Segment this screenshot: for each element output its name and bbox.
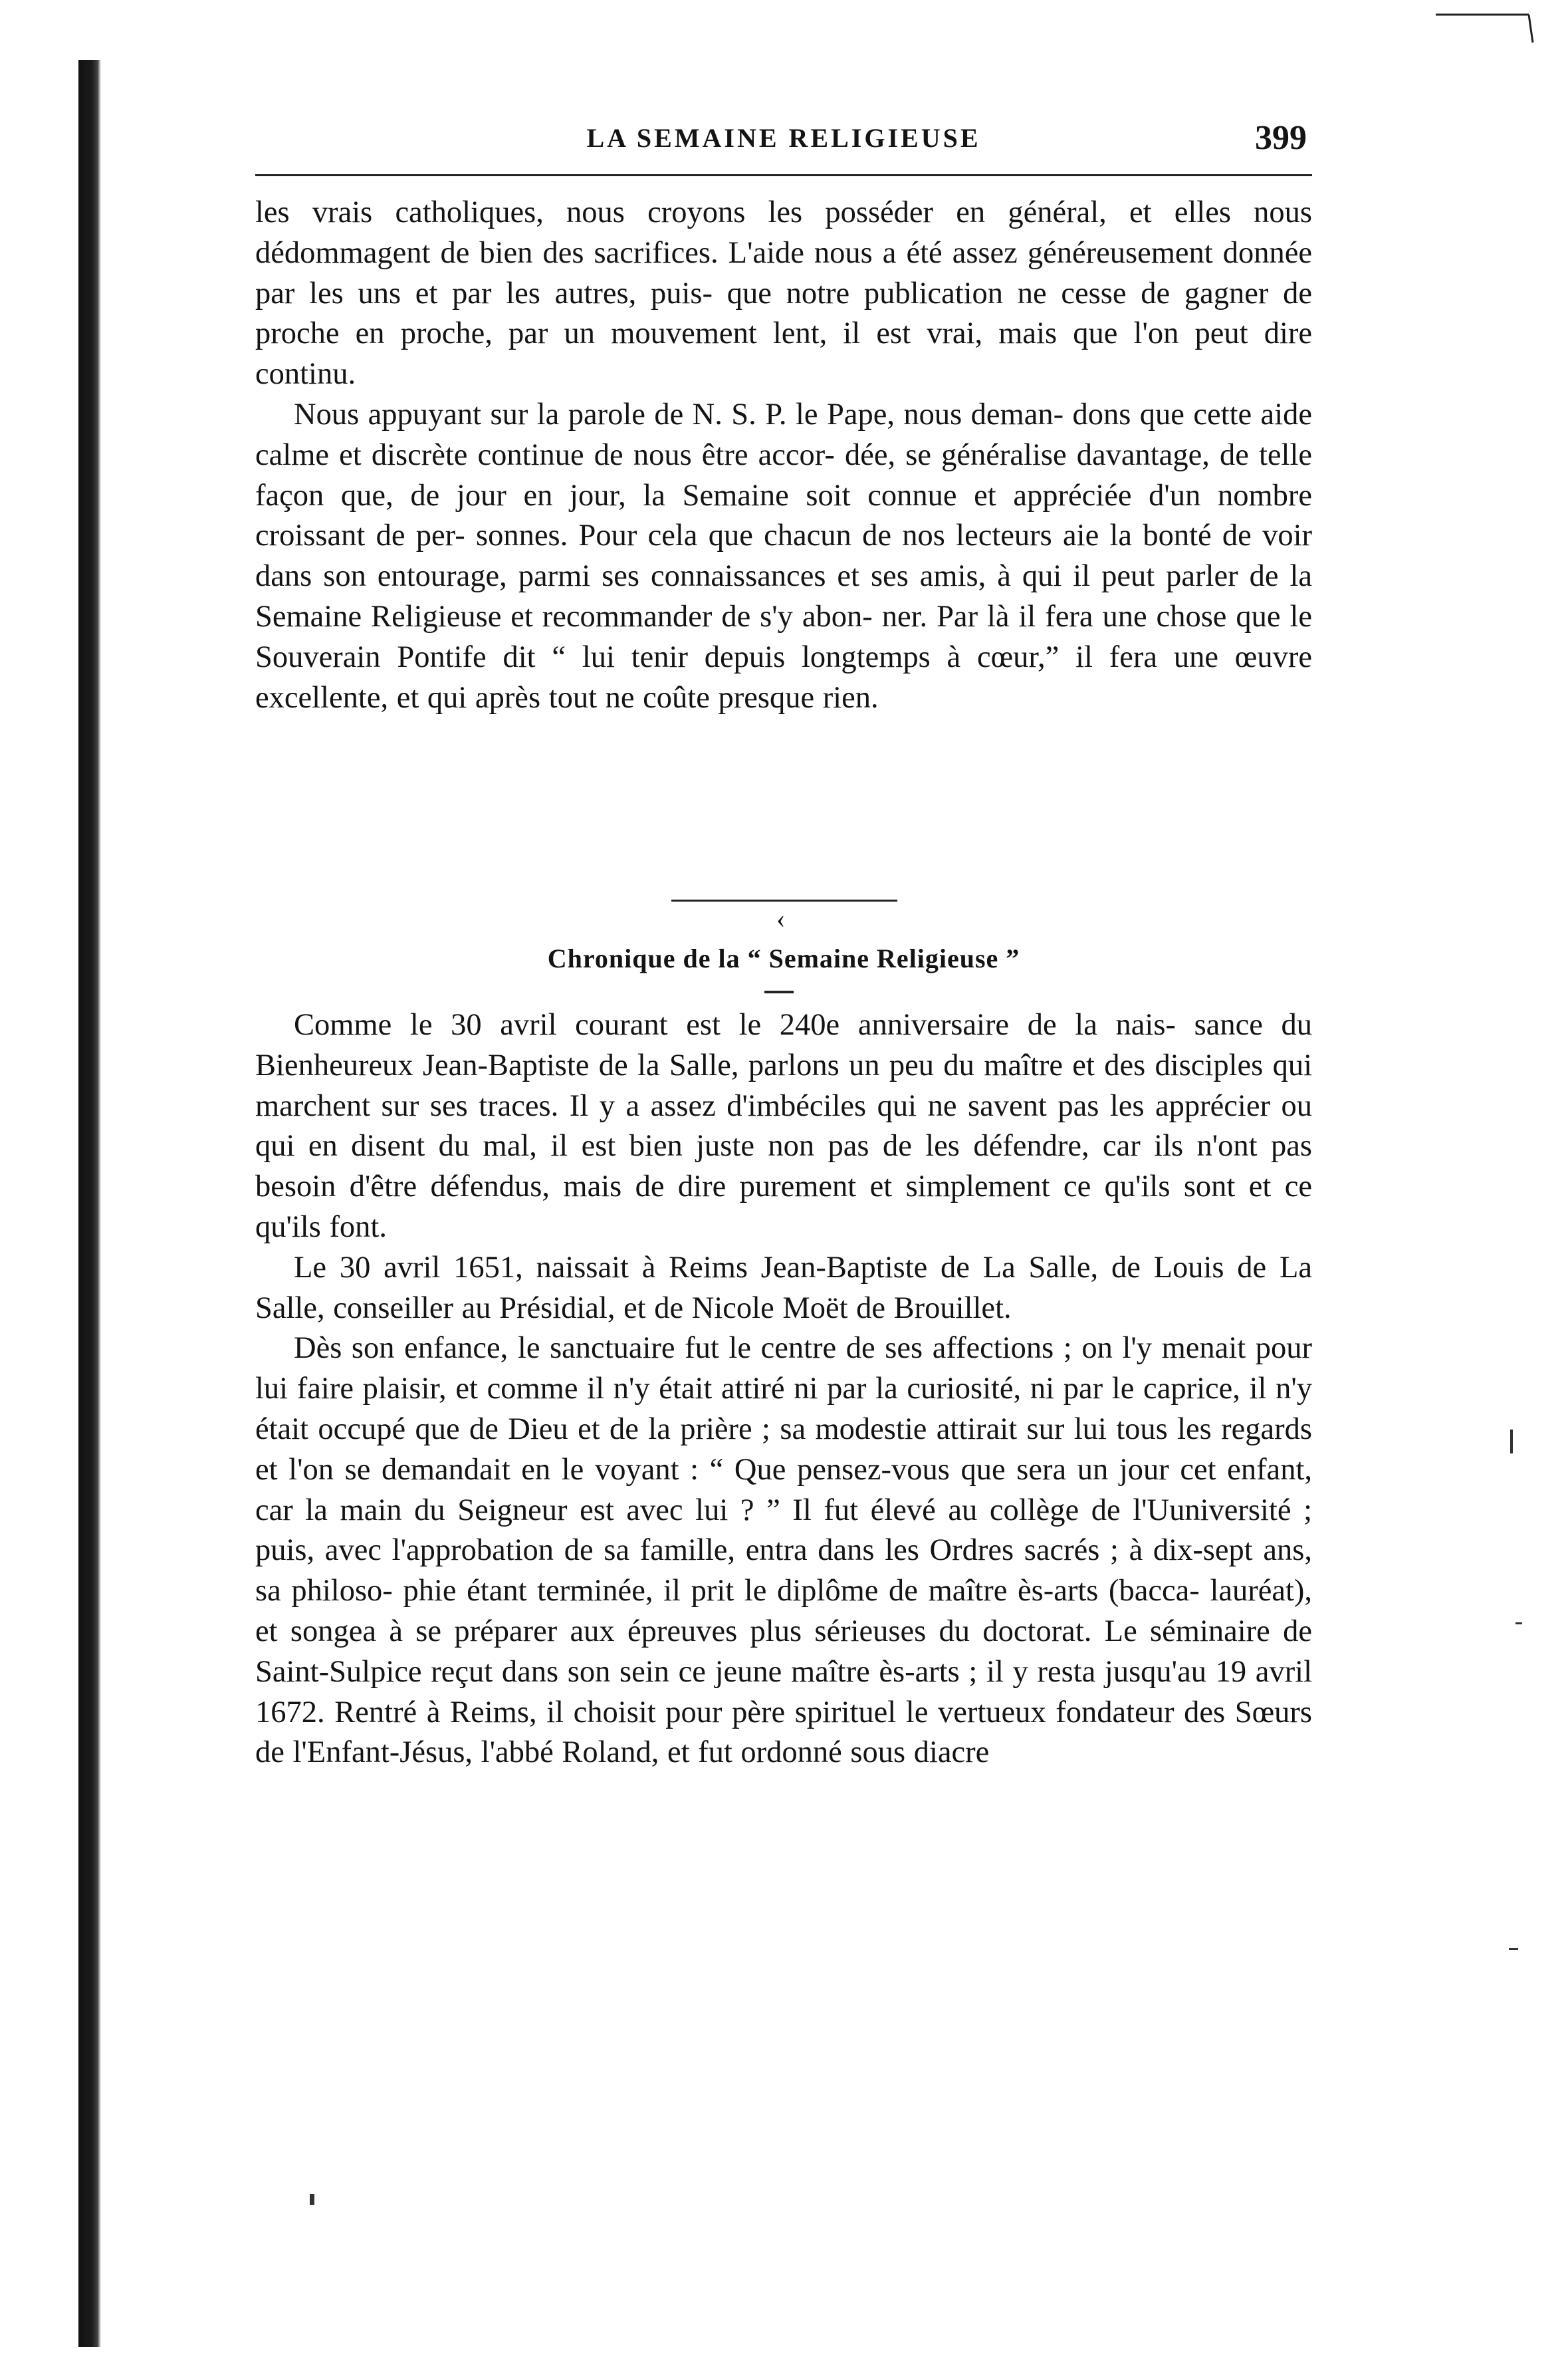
header-rule — [255, 174, 1312, 176]
text-line: Nous appuyant sur la parole de N. S. P. le Pape, nous deman- — [294, 397, 1064, 432]
text-line: que notre publication ne cesse de gagner de proche en proche, — [255, 276, 1312, 351]
scan-speck — [1509, 1948, 1518, 1950]
text-line: et l'on se demandait en le voyant : “ Que pensez-vous que sera — [255, 1452, 1067, 1487]
text-line: tenir depuis longtemps à cœur,” il fera une œuvre excellente, et — [255, 640, 1312, 715]
scan-speck — [310, 2194, 314, 2205]
text-line: elles nous dédommagent de bien des sacrifices. L'aide nous a été — [255, 195, 1313, 270]
section-ornament: ‹ — [776, 904, 786, 934]
text-line: qui après tout ne coûte presque rien. — [427, 680, 879, 715]
scan-speck — [1515, 1622, 1522, 1624]
chronicle-text — [255, 1005, 1312, 1773]
text-line: de Brouillet. — [856, 1291, 1012, 1325]
text-line: sonnes. Pour cela que chacun de nos lecteurs aie la bonté de voir — [475, 519, 1313, 553]
running-title: LA SEMAINE RELIGIEUSE — [586, 123, 981, 153]
text-line: phie étant terminée, il prit le diplôme de maître ès-arts (bacca- — [403, 1574, 1200, 1608]
running-header — [255, 118, 1312, 165]
text-line: dans son entourage, parmi ses connaissances et ses amis, à qui il — [255, 559, 1091, 594]
text-line: besoin d'être défendus, mais de dire purement et simplement ce — [255, 1170, 1091, 1204]
scan-binding-edge — [78, 60, 101, 2347]
text-line: les vrais catholiques, nous croyons les posséder en général, et — [255, 195, 1152, 229]
heading-dash — [764, 991, 794, 993]
text-line: du mal, il est bien juste non pas de les défendre, car ils n'ont pas — [438, 1129, 1312, 1164]
text-line: la Semaine soit connue et appréciée d'un nombre croissant de per- — [255, 478, 1312, 553]
section-separator — [671, 900, 897, 902]
chronicle-heading: Chronique de la “ Semaine Religieuse ” — [547, 943, 1020, 973]
text-line: dons que cette aide calme et discrète continue de nous être accor- — [255, 397, 1313, 472]
text-line: assez généreusement donnée par les uns et par les autres, puis- — [255, 235, 1312, 311]
text-line: élevé au collège de l'Uuniversité ; puis, avec l'approbation de sa — [255, 1493, 1312, 1568]
text-line: famille, entra dans les Ordres sacrés ; à dix-sept ans, sa philoso- — [255, 1533, 1312, 1608]
text-line: qu'ils sont et ce qu'ils font. — [255, 1170, 1312, 1244]
text-line: Le 30 avril 1651, naissait à Reims Jean-Baptiste de La Salle, — [294, 1250, 1099, 1285]
text-line: Comme le 30 avril courant est le 240e anniversaire de la nais- — [294, 1008, 1176, 1042]
text-line: sance du Bienheureux Jean-Baptiste de la Salle, parlons un peu — [255, 1008, 1313, 1082]
intro-paragraph-2 — [255, 395, 1312, 718]
text-line: Dès son enfance, le sanctuaire fut le centre de ses affections ; — [294, 1331, 1072, 1366]
text-line: lauréat), et songea à se préparer aux épreuves plus sérieuses du — [255, 1574, 1313, 1648]
chronicle-paragraph-1 — [255, 1005, 1312, 1248]
text-line: ner. Par là il fera une chose que le Souverain Pontife dit “ lui — [255, 599, 1313, 674]
text-line: du maître et des disciples qui marchent sur ses traces. Il y a — [255, 1048, 1312, 1123]
page-number: 399 — [1255, 119, 1307, 157]
text-line: on l'y menait pour lui faire plaisir, et comme il n'y était attiré — [255, 1331, 1313, 1406]
text-line: jeune maître ès-arts ; il y resta jusqu'au 19 avril 1672. Rentré à — [255, 1654, 1313, 1729]
text-line: Dieu et de la prière ; sa modestie attirait sur lui tous les regards — [508, 1412, 1312, 1446]
scan-speck — [1510, 1430, 1513, 1453]
text-line: dée, se généralise davantage, de telle façon que, de jour en jour, — [255, 438, 1313, 513]
text-line: un jour cet enfant, car la main du Seigneur est avec lui ? ” Il fut — [255, 1452, 1312, 1527]
intro-text — [255, 193, 1312, 718]
text-line: ni par la curiosité, ni par le caprice, il n'y était occupé que de — [255, 1372, 1313, 1446]
chronicle-paragraph-2 — [255, 1248, 1312, 1329]
text-line: Reims, il choisit pour père spirituel le vertueux fondateur des — [450, 1695, 1226, 1729]
text-line: peut parler de la Semaine Religieuse et recommander de s'y abon- — [255, 559, 1313, 634]
text-line: Sœurs de l'Enfant-Jésus, l'abbé Roland, et fut ordonné sous diacre — [255, 1695, 1313, 1770]
text-line: par un mouvement lent, il est vrai, mais que l'on peut dire continu. — [255, 316, 1312, 392]
text-line: doctorat. Le séminaire de Saint-Sulpice reçut dans son sein ce — [255, 1614, 1313, 1689]
text-line: de Louis de La Salle, conseiller au Présidial, et de Nicole Moët — [255, 1250, 1313, 1325]
chronicle-paragraph-3 — [255, 1328, 1312, 1773]
scan-corner-mark — [1436, 9, 1535, 49]
text-line: assez d'imbéciles qui ne savent pas les apprécier ou qui en disent — [255, 1088, 1312, 1164]
intro-paragraph-1 — [255, 193, 1312, 395]
